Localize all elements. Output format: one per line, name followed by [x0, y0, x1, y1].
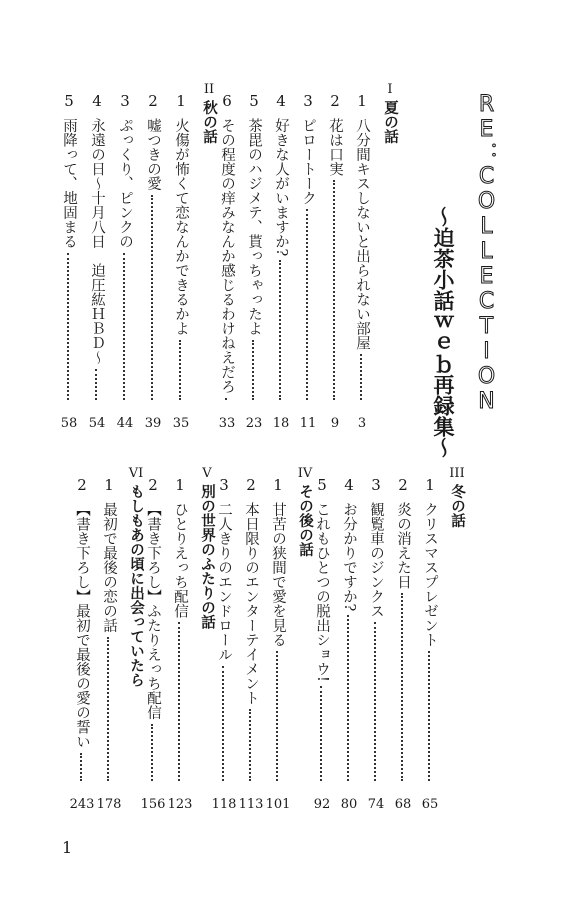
section-numeral: V	[202, 466, 212, 481]
toc-entry[interactable]	[169, 92, 193, 436]
entry-number: 4	[344, 476, 354, 494]
entry-page: 243	[69, 797, 95, 812]
entry-number: 1	[357, 92, 367, 110]
entry-number: 4	[276, 92, 286, 110]
entry-page: 54	[88, 416, 106, 431]
section-numeral: I	[387, 82, 393, 97]
dot-leader	[249, 709, 251, 781]
entry-title: ぷっくり、ピンクの	[117, 118, 133, 249]
dot-leader	[178, 622, 180, 781]
dot-leader	[428, 651, 430, 781]
entry-number: 2	[77, 476, 87, 494]
entry-number: 2	[398, 476, 408, 494]
dot-leader	[107, 637, 109, 782]
dot-leader	[306, 209, 308, 400]
entry-title: その程度の痒みなんか感じるわけねえだろ	[219, 118, 235, 394]
entry-title: ひとりえっち配信	[172, 502, 188, 618]
entry-title: 永遠の日〜十月八日 迫圧紘ＨＢＤ〜	[89, 118, 105, 365]
dot-leader	[279, 260, 281, 400]
dot-leader	[374, 622, 376, 781]
entry-number: 5	[317, 476, 327, 494]
entry-page: 92	[313, 797, 331, 812]
section-title: 夏の話	[382, 100, 398, 144]
entry-title: 好きな人がいますか?	[273, 118, 289, 257]
entry-title: 火傷が怖くて恋なんかできるかよ	[173, 118, 189, 336]
entry-number: 4	[92, 92, 102, 110]
toc-entry[interactable]	[337, 476, 361, 817]
entry-title: 甘苦の狭間で愛を見る	[270, 502, 286, 647]
entry-page: 9	[330, 416, 340, 431]
section-numeral: IV	[297, 466, 313, 481]
entry-number: 2	[246, 476, 256, 494]
entry-title: お分かりですか?	[341, 502, 357, 612]
toc-entry[interactable]	[141, 92, 165, 436]
entry-page: 18	[272, 416, 290, 431]
entry-number: 2	[330, 92, 340, 110]
entry-page: 23	[245, 416, 263, 431]
book-subtitle: 〜迫茶小話ｗｅｂ再録集〜	[431, 206, 455, 458]
toc-entry[interactable]	[168, 476, 192, 817]
book-title: RE：COLLECTION	[474, 92, 499, 414]
dot-leader	[123, 253, 125, 401]
entry-page: 156	[140, 797, 166, 812]
entry-number: 3	[371, 476, 381, 494]
entry-title: 二人きりのエンドロール	[216, 502, 232, 662]
dot-leader	[360, 354, 362, 400]
toc-entry[interactable]	[239, 476, 263, 817]
entry-page: 33	[218, 416, 236, 431]
dot-leader	[401, 593, 403, 781]
toc-entry[interactable]	[85, 92, 109, 436]
entry-page: 39	[144, 416, 162, 431]
entry-title: 炎の消えた日	[395, 502, 411, 589]
entry-page: 44	[116, 416, 134, 431]
dot-leader	[333, 180, 335, 400]
toc-entry[interactable]	[269, 92, 293, 436]
dot-leader	[80, 753, 82, 782]
entry-title: ピロートーク	[300, 118, 316, 205]
entry-title: クリスマスプレゼント	[422, 502, 438, 647]
section-numeral: II	[203, 82, 215, 97]
toc-entry[interactable]	[364, 476, 388, 817]
toc-entry[interactable]	[57, 92, 81, 436]
toc-entry[interactable]	[296, 92, 320, 436]
toc-entry[interactable]	[266, 476, 290, 817]
entry-page: 68	[394, 797, 412, 812]
toc-entry[interactable]	[242, 92, 266, 436]
toc-entry[interactable]	[350, 92, 374, 436]
dot-leader	[320, 686, 322, 781]
section-title: 冬の話	[449, 484, 465, 528]
section-title: その後の話	[297, 484, 313, 557]
entry-title: 本日限りのエンターテイメント	[243, 502, 259, 705]
entry-title: 観覧車のジンクス	[368, 502, 384, 618]
section-title: 秋の話	[201, 100, 217, 144]
section-numeral: III	[449, 466, 465, 481]
dot-leader	[179, 340, 181, 401]
entry-number: 6	[222, 92, 232, 110]
entry-page: 118	[211, 797, 237, 812]
entry-number: 3	[219, 476, 229, 494]
entry-number: 1	[176, 92, 186, 110]
entry-page: 35	[172, 416, 190, 431]
entry-number: 2	[148, 92, 158, 110]
toc-entry[interactable]	[70, 476, 94, 817]
entry-number: 5	[249, 92, 259, 110]
entry-title: 花は口実	[327, 118, 343, 176]
dot-leader	[347, 615, 349, 781]
toc-entry[interactable]	[391, 476, 415, 817]
entry-title: これもひとつの脱出ショウ!	[314, 502, 330, 682]
entry-page: 123	[167, 797, 193, 812]
dot-leader	[151, 724, 153, 782]
entry-title: 【書き下ろし】ふたりえっち配信	[145, 502, 161, 720]
entry-page: 80	[340, 797, 358, 812]
section-numeral: VI	[128, 466, 144, 481]
entry-title: 嘘つきの愛	[145, 118, 161, 191]
entry-number: 3	[303, 92, 313, 110]
entry-page: 113	[238, 797, 264, 812]
entry-title: 雨降って、地固まる	[61, 118, 77, 249]
entry-number: 1	[273, 476, 283, 494]
dot-leader	[225, 398, 227, 401]
dot-leader	[151, 195, 153, 401]
dot-leader	[276, 651, 278, 781]
entry-number: 1	[175, 476, 185, 494]
entry-title: 最初で最後の恋の話	[101, 502, 117, 633]
entry-title: 八分間キスしないと出られない部屋	[354, 118, 370, 350]
section-title: 別の世界のふたりの話	[199, 484, 215, 629]
entry-number: 2	[148, 476, 158, 494]
entry-number: 5	[64, 92, 74, 110]
entry-number: 3	[120, 92, 130, 110]
entry-title: 茶毘のハジメテ、貰っちゃったよ	[246, 118, 262, 336]
entry-page: 101	[265, 797, 291, 812]
entry-page: 178	[96, 797, 122, 812]
dot-leader	[67, 253, 69, 401]
toc-entry[interactable]	[97, 476, 121, 817]
entry-page: 74	[367, 797, 385, 812]
dot-leader	[222, 666, 224, 782]
entry-page: 65	[421, 797, 439, 812]
entry-page: 11	[299, 416, 317, 431]
section-title: もしもあの頃に出会っていたら	[128, 484, 144, 687]
toc-entry[interactable]	[323, 92, 347, 436]
entry-page: 58	[60, 416, 78, 431]
dot-leader	[95, 369, 97, 401]
entry-page: 3	[357, 416, 367, 431]
toc-entry[interactable]	[113, 92, 137, 436]
page-number: 1	[62, 838, 73, 857]
entry-title: 【書き下ろし】最初で最後の愛の誓い	[74, 502, 90, 749]
toc-entry[interactable]	[418, 476, 442, 817]
dot-leader	[252, 340, 254, 401]
entry-number: 1	[104, 476, 114, 494]
entry-number: 1	[425, 476, 435, 494]
